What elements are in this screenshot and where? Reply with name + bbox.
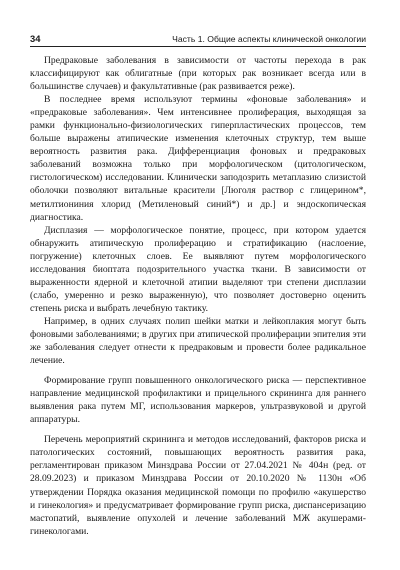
paragraph-risk-groups: Формирование групп повышенного онкологического риска — перспективное направление медицинской профилактики и прицельного скрининга для раннего выявления рака путем МГ, использования маркеров, ультразвуковой и другой аппаратуры.: [30, 375, 366, 426]
running-head: [30, 30, 366, 44]
paragraph-background-diseases: В последнее время используют термины «фоновые заболевания» и «предраковые заболевания». Чем интенсивнее пролиферация, выходящая за рамки функционально-физиологических гиперпластических процессов, тем больше выражены атипические изменения клеточных структур, тем выше вероятность развития рака. Дифференциация фоновых и предраковых заболеваний возможна только при морфологическом (цитологическом, гистологическом) исследовании. Клинически заподозрить метаплазию слизистой оболочки позволяют витальные красители [Люголя раствор с глицерином*, метилтиониния хлорид (Метиленовый синий*) и др.] и эндоскопическая диагностика.: [30, 94, 366, 223]
header-rule: [30, 46, 366, 47]
body-text: [30, 54, 366, 538]
paragraph-example: Например, в одних случаях полип шейки матки и лейкоплакия могут быть фоновыми заболеваниями; в других при атипической пролиферации эпителия эти же заболевания следует отнести к предраковым и провести более радикальное лечение.: [30, 315, 366, 367]
chapter-title: Часть 1. Общие аспекты клинической онкологии: [172, 34, 366, 44]
paragraph-dysplasia: Дисплазия — морфологическое понятие, процесс, при котором удается обнаружить атипическую пролиферацию и стратификацию (наслоение, погружение) клеточных слоев. Ее выявляют путем морфологического исследования биоптата подозрительного участка ткани. В зависимости от выраженности ядерной и клеточной атипии выделяют три степени дисплазии (слабо, умеренно и резко выраженную), что позволяет достоверно оценить степень риска и выбрать лечебную тактику.: [30, 224, 366, 314]
paragraph-screening-regulation: Перечень мероприятий скрининга и методов исследований, факторов риска и патологических состояний, повышающих вероятность развития рака, регламентирован приказом Минздрава России от 27.04.2021 № 404н (ред. от 28.09.2023) и приказом Минздрава России от 20.10.2020 № 1130н «Об утверждении Порядка оказания медицинской помощи по профилю «акушерство и гинекология» и предусматривает формирование групп риска, диспансеризацию мастопатий, выявление опухолей и лечение заболеваний МЖ акушерами-гинекологами.: [30, 434, 366, 537]
paragraph-precancer-classification: Предраковые заболевания в зависимости от частоты перехода в рак классифицируют как облигатные (при которых рак возникает всегда или в большинстве случаев) и факультативные (рак развивается реже).: [30, 55, 366, 93]
page-number: 34: [30, 33, 41, 44]
